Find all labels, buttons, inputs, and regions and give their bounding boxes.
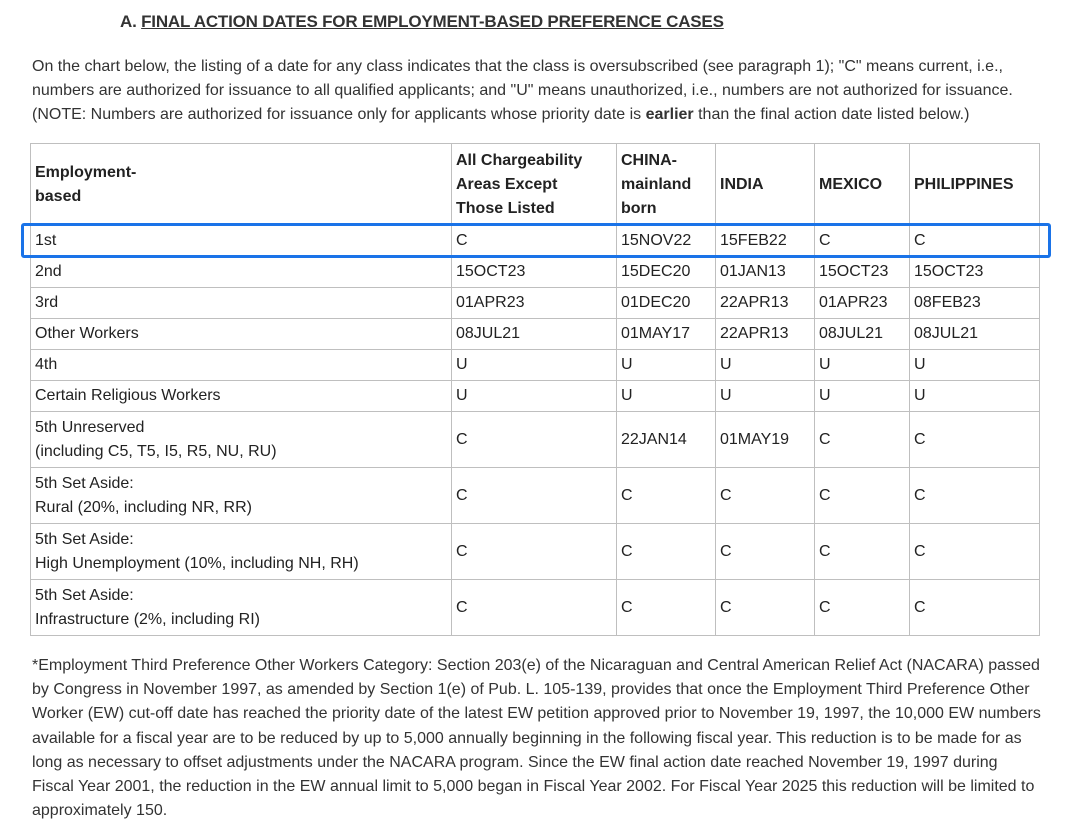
date-cell: C [815, 580, 910, 636]
header-line: born [621, 199, 657, 217]
table-row [31, 381, 1040, 412]
section-title-link[interactable]: FINAL ACTION DATES FOR EMPLOYMENT-BASED PREFERENCE CASES [141, 12, 724, 31]
category-cell [31, 257, 452, 288]
table-row [31, 319, 1040, 350]
date-cell: 08JUL21 [452, 319, 617, 350]
header-line: based [35, 187, 82, 205]
date-cell: C [617, 468, 716, 524]
category-line: Other Workers [35, 325, 139, 342]
date-cell: C [910, 412, 1040, 468]
date-cell: U [815, 350, 910, 381]
date-cell: 15OCT23 [815, 257, 910, 288]
category-cell [31, 381, 452, 412]
header-china [617, 144, 716, 226]
date-cell: C [452, 226, 617, 257]
header-line: Employment- [35, 163, 137, 181]
date-cell: C [910, 524, 1040, 580]
intro-text-end: than the final action date listed below.) [693, 106, 970, 123]
category-line: Rural (20%, including NR, RR) [35, 498, 252, 516]
date-cell: C [617, 580, 716, 636]
date-cell: U [452, 381, 617, 412]
header-line: mainland [621, 175, 692, 193]
date-cell: U [910, 350, 1040, 381]
category-line: 3rd [35, 294, 59, 311]
date-cell: C [716, 524, 815, 580]
date-cell: C [716, 580, 815, 636]
header-mexico [815, 144, 910, 226]
header-line: All Chargeability [456, 151, 583, 169]
date-cell: 01MAY19 [716, 412, 815, 468]
category-line: 2nd [35, 263, 62, 280]
date-cell: U [815, 381, 910, 412]
category-line: High Unemployment (10%, including NH, RH) [35, 554, 359, 572]
date-cell: 22APR13 [716, 288, 815, 319]
date-cell: 15FEB22 [716, 226, 815, 257]
table-row [31, 580, 1040, 636]
date-cell: 22JAN14 [617, 412, 716, 468]
header-line: Those Listed [456, 199, 555, 217]
table-row [31, 226, 1040, 257]
header-line: CHINA- [621, 151, 677, 169]
header-line: MEXICO [819, 175, 883, 193]
date-cell: C [815, 412, 910, 468]
intro-paragraph [32, 55, 1032, 127]
date-cell: C [452, 580, 617, 636]
date-cell: C [910, 580, 1040, 636]
section-heading [120, 12, 724, 32]
table-row [31, 288, 1040, 319]
category-cell [31, 524, 452, 580]
category-line: (including C5, T5, I5, R5, NU, RU) [35, 442, 277, 460]
section-letter: A. [120, 12, 142, 31]
date-cell: 01APR23 [815, 288, 910, 319]
date-cell: U [716, 350, 815, 381]
date-cell: 01JAN13 [716, 257, 815, 288]
category-cell [31, 350, 452, 381]
category-line: 1st [35, 232, 57, 249]
table-row [31, 350, 1040, 381]
header-row [31, 144, 1040, 226]
date-cell: 08JUL21 [815, 319, 910, 350]
category-line: 4th [35, 356, 58, 373]
date-cell: 01DEC20 [617, 288, 716, 319]
header-line: Areas Except [456, 175, 558, 193]
header-line: INDIA [720, 175, 764, 193]
table-body [31, 226, 1040, 636]
date-cell: 08FEB23 [910, 288, 1040, 319]
date-cell: C [815, 524, 910, 580]
date-cell: 15OCT23 [910, 257, 1040, 288]
date-cell: 01MAY17 [617, 319, 716, 350]
table-header [31, 144, 1040, 226]
category-line: 5th Unreserved [35, 418, 145, 436]
header-employment-based [31, 144, 452, 226]
date-cell: U [910, 381, 1040, 412]
date-cell: 15OCT23 [452, 257, 617, 288]
category-line: 5th Set Aside: [35, 474, 134, 492]
final-action-dates-table [30, 143, 1040, 636]
category-cell [31, 319, 452, 350]
category-cell [31, 468, 452, 524]
table-row [31, 257, 1040, 288]
category-cell [31, 412, 452, 468]
date-cell: C [910, 226, 1040, 257]
category-line: 5th Set Aside: [35, 530, 134, 548]
category-line: Certain Religious Workers [35, 387, 221, 404]
date-cell: C [452, 468, 617, 524]
date-cell: 15NOV22 [617, 226, 716, 257]
category-cell [31, 288, 452, 319]
date-cell: 22APR13 [716, 319, 815, 350]
date-cell: U [617, 381, 716, 412]
header-india [716, 144, 815, 226]
category-cell [31, 580, 452, 636]
date-cell: C [452, 412, 617, 468]
table-row [31, 524, 1040, 580]
footnote-paragraph: *Employment Third Preference Other Workers Category: Section 203(e) of the Nicaraguan and Central American Relief Act (NACARA) passed by Congress in November 1997, as amended by Section 1(e) of Pub. L. 105-139, provides that once the Employment Third Preference Other Worker (EW) cut-off date has reached the priority date of the latest EW petition approved prior to November 19, 1997, the 10,000 EW numbers available for a fiscal year are to be reduced by up to 5,000 annually beginning in the following fiscal year. This reduction is to be made for as long as necessary to offset adjustments under the NACARA program. Since the EW final action date reached November 19, 1997 during Fiscal Year 2001, the reduction in the EW annual limit to 5,000 began in Fiscal Year 2002. For Fiscal Year 2025 this reduction will be limited to approximately 150. [32, 657, 1041, 820]
date-cell: 08JUL21 [910, 319, 1040, 350]
date-cell: U [617, 350, 716, 381]
category-line: 5th Set Aside: [35, 586, 134, 604]
intro-bold-text: earlier [645, 106, 694, 123]
table-row [31, 412, 1040, 468]
date-cell: 15DEC20 [617, 257, 716, 288]
date-cell: U [452, 350, 617, 381]
date-cell: C [716, 468, 815, 524]
intro-text-start: On the chart below, the listing of a date for any class indicates that the class is oversubscribed (see paragraph 1); "C" means current, i.e., numbers are authorized for issuance to all qualified applicants; and "U" means unauthorized, i.e., numbers are not authorized for issuance. (NOTE: Numbers are authorized for issuance only for applicants whose priority date is [32, 58, 1013, 123]
header-line: PHILIPPINES [914, 175, 1014, 193]
date-cell: C [617, 524, 716, 580]
date-cell: C [452, 524, 617, 580]
date-cell: C [910, 468, 1040, 524]
date-cell: U [716, 381, 815, 412]
header-all-chargeability [452, 144, 617, 226]
category-line: Infrastructure (2%, including RI) [35, 610, 260, 628]
date-cell: 01APR23 [452, 288, 617, 319]
table-row [31, 468, 1040, 524]
header-philippines [910, 144, 1040, 226]
category-cell [31, 226, 452, 257]
date-cell: C [815, 468, 910, 524]
date-cell: C [815, 226, 910, 257]
